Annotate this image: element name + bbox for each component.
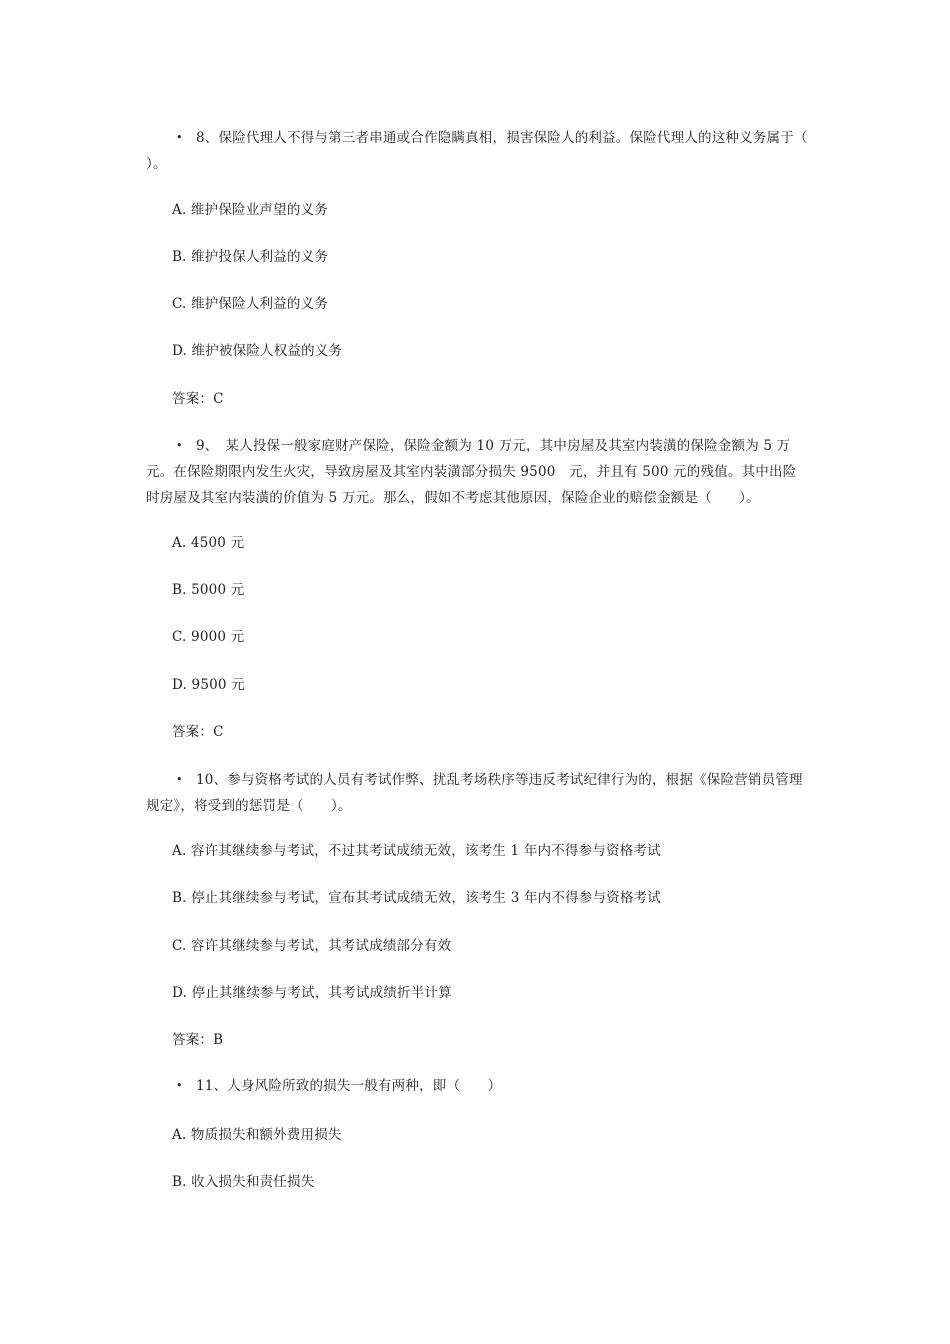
option-a: A. 4500 元 <box>172 535 245 551</box>
option-b: B. 收入损失和责任损失 <box>172 1174 315 1190</box>
question-stem: 11、人身风险所致的损失一般有两种，即（ ） <box>196 1078 502 1094</box>
option-a: A. 物质损失和额外费用损失 <box>172 1127 342 1143</box>
question-8 <box>146 125 835 177</box>
question-10 <box>146 767 810 819</box>
option-c: C. 容许其继续参与考试，其考试成绩部分有效 <box>172 938 452 954</box>
question-11 <box>146 1077 810 1095</box>
question-stem: 10、参与资格考试的人员有考试作弊、扰乱考场秩序等违反考试纪律行为的，根据《保险营销员管理规定》，将受到的惩罚是（ ）。 <box>146 772 803 814</box>
option-c: C. 维护保险人利益的义务 <box>172 296 329 312</box>
option-a: A. 维护保险业声望的义务 <box>172 202 328 218</box>
bullet-icon: • <box>176 439 183 452</box>
question-stem: 8、保险代理人不得与第三者串通或合作隐瞒真相，损害保险人的利益。保险代理人的这种义务属于（ ）。 <box>146 130 835 172</box>
option-b: B. 维护投保人利益的义务 <box>172 249 329 265</box>
option-d: D. 9500 元 <box>172 677 245 693</box>
question-stem: 9、 某人投保一般家庭财产保险，保险金额为 10 万元，其中房屋及其室内装潢的保险金额为 5 万元。在保险期限内发生火灾，导致房屋及其室内装潢部分损失 9500 元，并且有 500 元的残值。其中出险时房屋及其室内装潢的价值为 5 万元。那么，假如不考虑其他原因，保险企业的赔偿金额是（ ）。 <box>146 438 797 506</box>
question-9 <box>146 433 810 511</box>
answer: 答案：B <box>172 1032 224 1048</box>
answer: 答案：C <box>172 724 224 740</box>
option-d: D. 停止其继续参与考试，其考试成绩折半计算 <box>172 985 452 1001</box>
answer: 答案：C <box>172 391 224 407</box>
bullet-icon: • <box>176 131 183 144</box>
bullet-icon: • <box>176 1079 183 1092</box>
option-b: B. 5000 元 <box>172 582 245 598</box>
option-b: B. 停止其继续参与考试，宣布其考试成绩无效，该考生 3 年内不得参与资格考试 <box>172 890 661 906</box>
option-c: C. 9000 元 <box>172 629 245 645</box>
option-d: D. 维护被保险人权益的义务 <box>172 343 343 359</box>
bullet-icon: • <box>176 773 183 786</box>
option-a: A. 容许其继续参与考试，不过其考试成绩无效，该考生 1 年内不得参与资格考试 <box>172 843 661 859</box>
